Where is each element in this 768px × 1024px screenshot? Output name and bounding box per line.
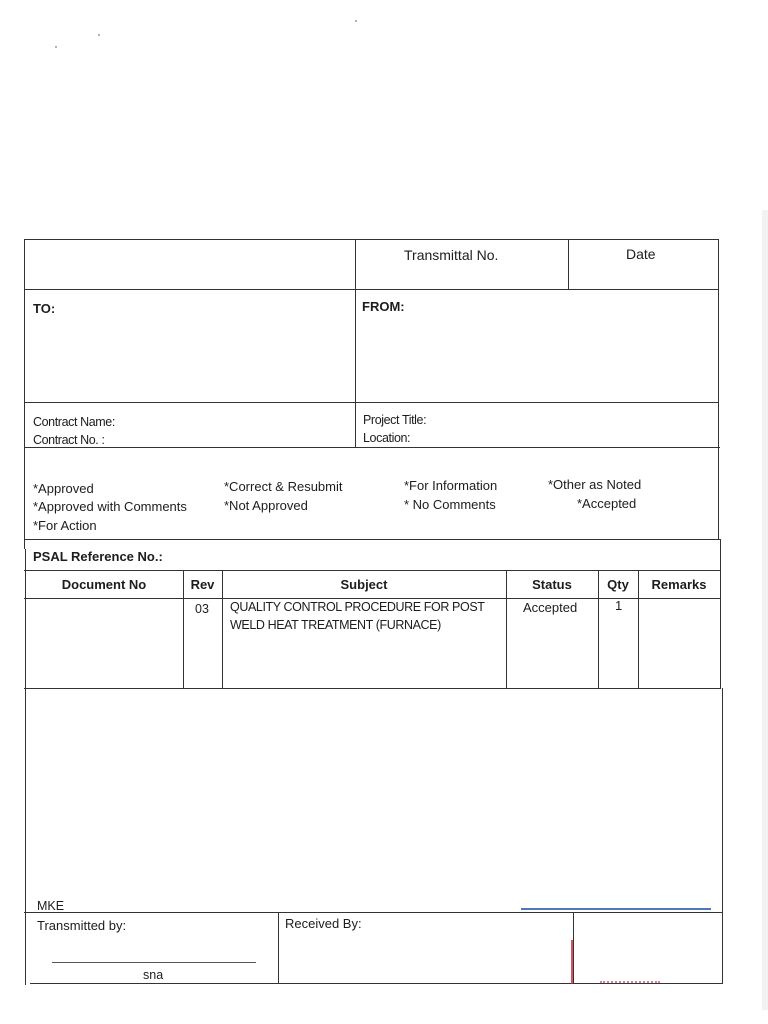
contract-name-label: Contract Name: bbox=[33, 415, 115, 429]
status-option: *Correct & Resubmit bbox=[224, 479, 343, 494]
cell-rev: 03 bbox=[195, 602, 209, 616]
cell-status: Accepted bbox=[523, 600, 578, 615]
status-option: *Approved with Comments bbox=[33, 499, 187, 514]
status-option: *Accepted bbox=[577, 496, 637, 511]
contract-no-label: Contract No. : bbox=[33, 433, 105, 447]
status-option: *Approved bbox=[33, 481, 94, 496]
to-label: TO: bbox=[33, 301, 56, 316]
column-header-document-no: Document No bbox=[61, 577, 147, 592]
column-header-subject: Subject bbox=[340, 577, 388, 592]
scan-speck bbox=[98, 34, 100, 36]
column-header-qty: Qty bbox=[607, 577, 629, 592]
project-title-label: Project Title: bbox=[363, 413, 427, 427]
date-label: Date bbox=[626, 246, 656, 262]
received-by-label: Received By: bbox=[285, 916, 362, 931]
status-option: *For Action bbox=[33, 518, 97, 533]
scan-page-edge bbox=[762, 210, 768, 1010]
cell-subject-line-2: WELD HEAT TREATMENT (FURNACE) bbox=[230, 618, 441, 632]
signature-text: sna bbox=[143, 968, 164, 982]
status-option: *Other as Noted bbox=[548, 477, 642, 492]
column-header-status: Status bbox=[532, 577, 572, 592]
scan-speck bbox=[55, 46, 57, 48]
scan-speck bbox=[355, 20, 357, 22]
status-option: *Not Approved bbox=[224, 498, 308, 513]
column-header-rev: Rev bbox=[190, 577, 215, 592]
from-label: FROM: bbox=[362, 299, 405, 314]
signature-line bbox=[52, 962, 256, 963]
status-option: * No Comments bbox=[404, 497, 496, 512]
location-label: Location: bbox=[363, 431, 411, 445]
status-option: *For Information bbox=[404, 478, 498, 493]
transmitted-by-label: Transmitted by: bbox=[37, 918, 127, 933]
cell-subject-line-1: QUALITY CONTROL PROCEDURE FOR POST bbox=[230, 600, 485, 614]
psal-reference-label: PSAL Reference No.: bbox=[33, 549, 163, 564]
initials-note: MKE bbox=[37, 899, 65, 913]
transmittal-no-label: Transmittal No. bbox=[404, 247, 499, 263]
cell-qty: 1 bbox=[615, 598, 623, 613]
column-header-remarks: Remarks bbox=[651, 577, 707, 592]
